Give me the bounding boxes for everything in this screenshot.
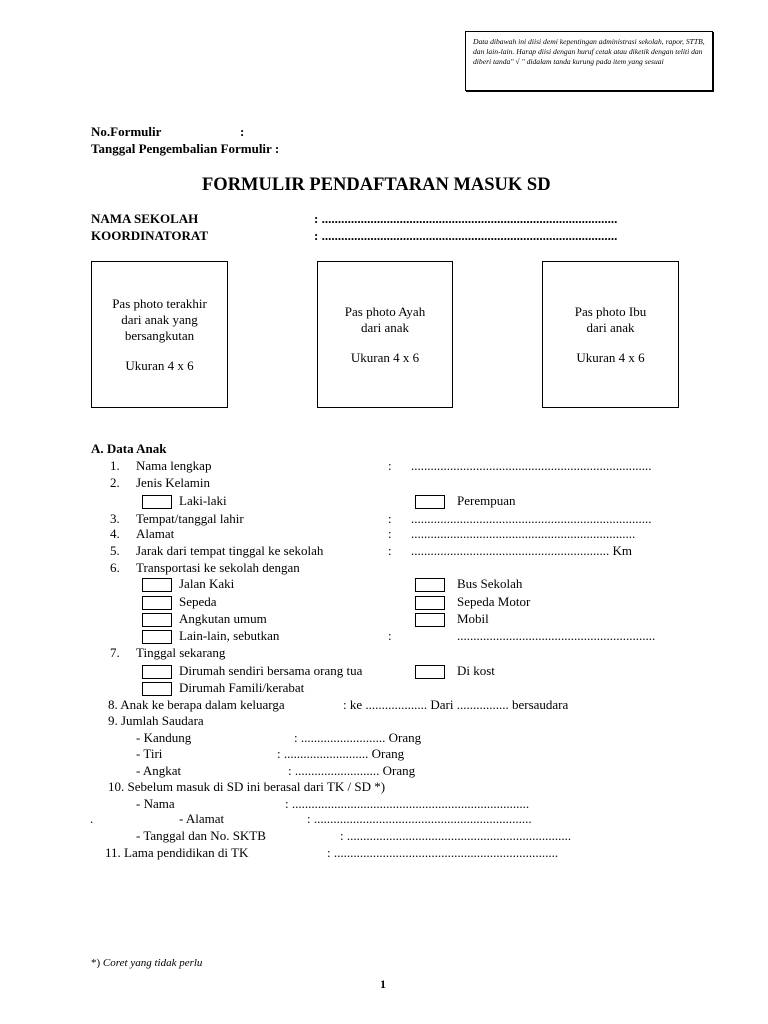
laki-laki-checkbox[interactable] (142, 495, 172, 509)
rumah-famili-label: Dirumah Famili/kerabat (179, 680, 305, 695)
stray-dot: . (90, 811, 94, 826)
jalan-kaki-label: Jalan Kaki (179, 576, 235, 591)
di-kost-label: Di kost (457, 663, 495, 678)
sepeda-label: Sepeda (179, 594, 217, 609)
nama-lengkap-field[interactable]: .......................................................................... (411, 458, 652, 473)
item-number-2: 2. (110, 475, 120, 490)
photo-father-size: Ukuran 4 x 6 (350, 349, 420, 365)
tinggal-sekarang-label: Tinggal sekarang (136, 645, 226, 660)
rumah-famili-checkbox[interactable] (142, 682, 172, 696)
item-number-4: 4. (110, 526, 120, 541)
photo-father-line2: dari anak (360, 319, 409, 335)
alamat-field[interactable]: ..................................................................... (411, 526, 636, 541)
jumlah-saudara-label: 9. Jumlah Saudara (108, 713, 204, 728)
kandung-field[interactable]: : .......................... Orang (294, 730, 422, 745)
no-formulir-colon: : (240, 124, 245, 139)
jarak-colon: : (388, 543, 392, 558)
mobil-checkbox[interactable] (415, 613, 445, 627)
tempat-tanggal-lahir-label: Tempat/tanggal lahir (136, 511, 244, 526)
koordinatorat-field[interactable]: : ........................................................................................... (314, 228, 618, 243)
nama-lengkap-colon: : (388, 458, 392, 473)
footnote (91, 957, 202, 969)
photo-mother-line1: Pas photo Ibu (574, 303, 647, 319)
anak-ke-field[interactable]: : ke ................... Dari ................ bersaudara (343, 697, 569, 712)
form-title: FORMULIR PENDAFTARAN MASUK SD (202, 175, 551, 195)
photo-child-size: Ukuran 4 x 6 (125, 357, 194, 373)
photo-child-line2: dari anak yang (121, 311, 198, 327)
tanggal-pengembalian-label: Tanggal Pengembalian Formulir : (91, 141, 280, 156)
tempat-tanggal-lahir-colon: : (388, 511, 392, 526)
photo-box-child (91, 261, 228, 408)
jenis-kelamin-label: Jenis Kelamin (136, 475, 211, 490)
tiri-label: - Tiri (136, 746, 163, 761)
laki-laki-label: Laki-laki (179, 493, 227, 508)
photo-box-father (317, 261, 453, 408)
page-number: 1 (380, 977, 386, 991)
di-kost-checkbox[interactable] (415, 665, 445, 679)
sktb-label: - Tanggal dan No. SKTB (136, 828, 266, 843)
perempuan-checkbox[interactable] (415, 495, 445, 509)
asal-nama-field[interactable]: : ......................................................................... (285, 796, 530, 811)
lain-lain-checkbox[interactable] (142, 630, 172, 644)
photo-box-mother (542, 261, 679, 408)
bus-sekolah-label: Bus Sekolah (457, 576, 523, 591)
alamat-label: Alamat (136, 526, 175, 541)
jarak-field[interactable]: ............................................................. Km (411, 543, 632, 558)
sepeda-motor-label: Sepeda Motor (457, 594, 531, 609)
item-number-6: 6. (110, 560, 120, 575)
rumah-sendiri-label: Dirumah sendiri bersama orang tua (179, 663, 363, 678)
mobil-label: Mobil (457, 611, 489, 626)
perempuan-label: Perempuan (457, 493, 516, 508)
angkat-label: - Angkat (136, 763, 182, 778)
asal-alamat-field[interactable]: : ................................................................... (307, 811, 532, 826)
jalan-kaki-checkbox[interactable] (142, 578, 172, 592)
tiri-field[interactable]: : .......................... Orang (277, 746, 405, 761)
item-number-7: 7. (110, 645, 120, 660)
alamat-colon: : (388, 526, 392, 541)
tempat-tanggal-lahir-field[interactable]: .......................................................................... (411, 511, 652, 526)
angkutan-umum-label: Angkutan umum (179, 611, 267, 626)
transportasi-label: Transportasi ke sekolah dengan (136, 560, 300, 575)
jarak-label: Jarak dari tempat tinggal ke sekolah (136, 543, 324, 558)
no-formulir-label: No.Formulir (91, 124, 162, 139)
asal-alamat-label: - Alamat (179, 811, 225, 826)
lain-lain-field[interactable]: ............................................................. (457, 628, 656, 643)
photo-child-line1: Pas photo terakhir (112, 295, 207, 311)
sepeda-checkbox[interactable] (142, 596, 172, 610)
photo-mother-size: Ukuran 4 x 6 (576, 349, 645, 365)
section-heading: A. Data Anak (91, 441, 167, 456)
item-number-5: 5. (110, 543, 120, 558)
angkutan-umum-checkbox[interactable] (142, 613, 172, 627)
anak-ke-label: 8. Anak ke berapa dalam keluarga (108, 697, 285, 712)
footnote-marker: *) (91, 957, 101, 969)
rumah-sendiri-checkbox[interactable] (142, 665, 172, 679)
notice-box (465, 31, 713, 91)
nama-sekolah-field[interactable]: : ........................................................................................... (314, 211, 618, 226)
footnote-text: Coret yang tidak perlu (102, 957, 203, 969)
asal-nama-label: - Nama (136, 796, 175, 811)
nama-lengkap-label: Nama lengkap (136, 458, 212, 473)
photo-father-line1: Pas photo Ayah (344, 303, 426, 319)
angkat-field[interactable]: : .......................... Orang (288, 763, 416, 778)
kandung-label: - Kandung (136, 730, 192, 745)
item-number-3: 3. (110, 511, 120, 526)
lama-tk-field[interactable]: : ..................................................................... (327, 845, 559, 860)
item-number-1: 1. (110, 458, 120, 473)
lama-tk-label: 11. Lama pendidikan di TK (105, 845, 249, 860)
sepeda-motor-checkbox[interactable] (415, 596, 445, 610)
asal-sekolah-label: 10. Sebelum masuk di SD ini berasal dari TK / SD *) (108, 779, 386, 794)
koordinatorat-label: KOORDINATORAT (91, 228, 209, 243)
lain-lain-colon: : (388, 628, 392, 643)
bus-sekolah-checkbox[interactable] (415, 578, 445, 592)
photo-child-line3: bersangkutan (124, 327, 195, 343)
lain-lain-label: Lain-lain, sebutkan (179, 628, 280, 643)
photo-mother-line2: dari anak (586, 319, 635, 335)
sktb-field[interactable]: : ..................................................................... (340, 828, 572, 843)
notice-text: Data dibawah ini diisi demi kepentingan administrasi sekolah, rapor, STTB, dan lain-lain. Harap diisi dengan huruf cetak atau diketik dengan teliti dan diberi tanda" √ " didalam tanda kurung pada item yang sesuai (473, 37, 705, 67)
nama-sekolah-label: NAMA SEKOLAH (91, 211, 199, 226)
